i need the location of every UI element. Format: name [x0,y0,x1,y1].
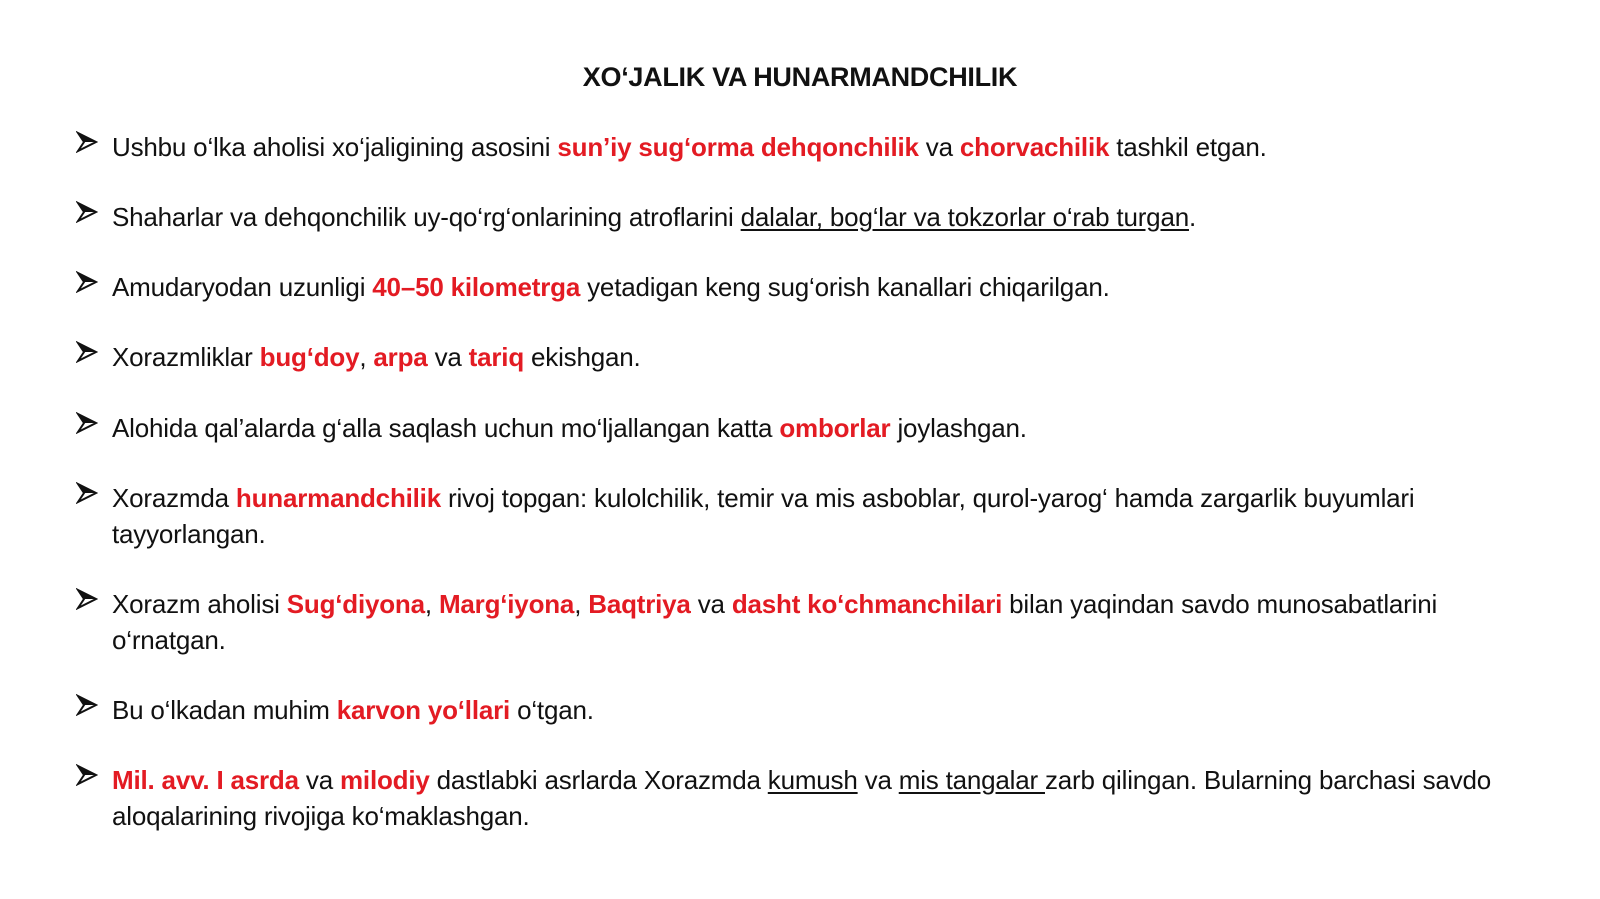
bullet-text: Alohida qal’alarda g‘alla saqlash uchun mo‘ljallangan katta omborlar joylashgan. [112,413,1027,443]
arrowhead-bullet-icon [76,764,98,786]
underlined-term: mis tangalar [898,765,1045,795]
arrowhead-bullet-icon [76,588,98,610]
arrowhead-bullet-icon [76,694,98,716]
bullet-text: Amudaryodan uzunligi 40–50 kilometrga yetadigan keng sug‘orish kanallari chiqarilgan. [112,272,1110,302]
highlight-term: tariq [468,342,524,372]
highlight-term: arpa [373,342,428,372]
bullet-text: Shaharlar va dehqonchilik uy-qo‘rg‘onlarining atroflarini dalalar, bog‘lar va tokzorlar o‘rab turgan. [112,202,1196,232]
arrowhead-bullet-icon [76,131,98,153]
highlight-term: Sug‘diyona [286,589,425,619]
arrowhead-bullet-icon [76,412,98,434]
arrowhead-bullet-icon [76,341,98,363]
highlight-term: karvon yo‘llari [336,695,511,725]
highlight-term: chorvachilik [959,132,1110,162]
underlined-term: dalalar, bog‘lar va tokzorlar o‘rab turgan [740,202,1189,232]
highlight-term: omborlar [779,413,891,443]
bullet-text: Ushbu o‘lka aholisi xo‘jaligining asosini sun’iy sug‘orma dehqonchilik va chorvachilik tashkil etgan. [112,132,1267,162]
highlight-term: milodiy [340,765,430,795]
bullet-text: Mil. avv. I asrda va milodiy dastlabki asrlarda Xorazmda kumush va mis tangalar zarb qilingan. Bularning barchasi savdo aloqalarining rivojiga ko‘maklashgan. [112,765,1492,831]
bullet-text: Xorazmliklar bug‘doy, arpa va tariq ekishgan. [112,342,641,372]
highlight-term: Marg‘iyona [438,589,575,619]
highlight-term: 40–50 kilometrga [372,272,581,302]
bullet-text: Xorazmda hunarmandchilik rivoj topgan: kulolchilik, temir va mis asboblar, qurol-yarog‘ hamda zargarlik buyumlari tayyorlangan. [112,483,1415,549]
highlight-term: bug‘doy [259,342,360,372]
slide-title: XO‘JALIK VA HUNARMANDCHILIK [582,62,1018,92]
bullet-text: Bu o‘lkadan muhim karvon yo‘llari o‘tgan. [112,695,594,725]
highlight-term: dasht ko‘chmanchilari [731,589,1003,619]
bullet-text: Xorazm aholisi Sug‘diyona, Marg‘iyona, Baqtriya va dasht ko‘chmanchilari bilan yaqindan savdo munosabatlarini o‘rnatgan. [112,589,1438,655]
highlight-term: hunarmandchilik [235,483,441,513]
highlight-term: Mil. avv. I asrda [112,765,299,795]
highlight-term: sun’iy sug‘orma dehqonchilik [557,132,919,162]
underlined-term: kumush [767,765,858,795]
highlight-term: Baqtriya [588,589,691,619]
arrowhead-bullet-icon [76,482,98,504]
arrowhead-bullet-icon [76,201,98,223]
arrowhead-bullet-icon [76,271,98,293]
